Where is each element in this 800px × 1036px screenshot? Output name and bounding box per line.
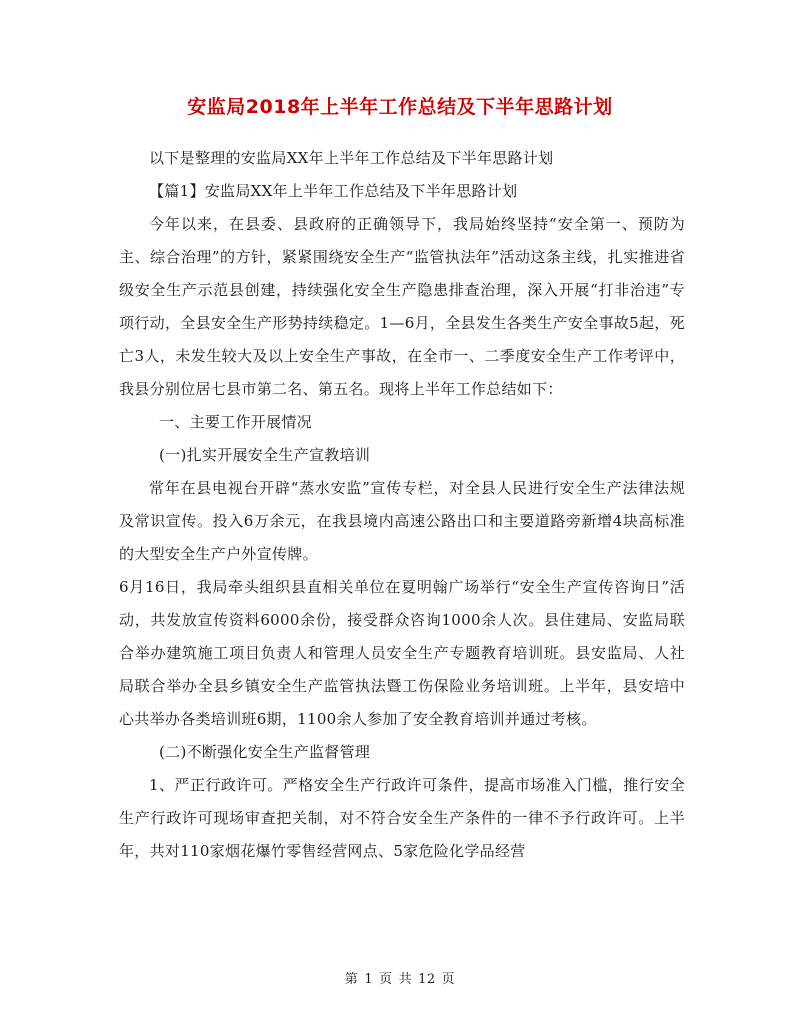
page-footer [0,968,800,987]
page-label-suffix: 页 [441,972,456,987]
subsection-heading: (二)不断强化安全生产监督管理 [159,743,371,761]
page-label-prefix: 第 [344,972,359,987]
document-title: 安监局2018年上半年工作总结及下半年思路计划 [187,96,613,118]
body-paragraph: 今年以来，在县委、县政府的正确领导下，我局始终坚持“安全第一、预防为主、综合治理”的方针，紧紧围绕安全生产“监管执法年”活动这条主线，扎实推进省级安全生产示范县创建，持续强化安全生产隐患排查治理，深入开展“打非治违”专项行动，全县安全生产形势持续稳定。1—6月，全县发生各类生产安全事故5起，死亡3人，未发生较大及以上安全生产事故，在全市一、二季度安全生产工作考评中，我县分别位居七县市第二名、第五名。现将上半年工作总结如下： [119,215,685,398]
page-number-total: 12 [418,972,436,987]
section-heading-article: 【篇1】安监局XX年上半年工作总结及下半年思路计划 [149,182,518,200]
body-paragraph: 1、严正行政许可。严格安全生产行政许可条件，提高市场准入门槛，推行安全生产行政许可现场审查把关制，对不符合安全生产条件的一律不予行政许可。上半年，共对110家烟花爆竹零售经营网点、5家危险化学品经营 [119,776,685,860]
body-paragraph: 6月16日，我局牵头组织县直相关单位在夏明翰广场举行“安全生产宣传咨询日”活动，共发放宣传资料6000余份，接受群众咨询1000余人次。县住建局、安监局联合举办建筑施工项目负责人和管理人员安全生产专题教育培训班。县安监局、人社局联合举办全县乡镇安全生产监管执法暨工伤保险业务培训班。上半年，县安培中心共举办各类培训班6期，1100余人参加了安全教育培训并通过考核。 [119,578,685,728]
intro-paragraph: 以下是整理的安监局XX年上半年工作总结及下半年思路计划 [149,149,554,167]
section-heading: 一、主要工作开展情况 [159,413,313,431]
body-paragraph: 常年在县电视台开辟“蒸水安监”宣传专栏，对全县人民进行安全生产法律法规及常识宣传。投入6万余元，在我县境内高速公路出口和主要道路旁新增4块高标准的大型安全生产户外宣传牌。 [119,479,685,563]
page-total-prefix: 共 [398,972,413,987]
page-label-mid: 页 [379,972,393,987]
subsection-heading: (一)扎实开展安全生产宣教培训 [159,446,371,464]
document-body [119,142,685,868]
page-number-current: 1 [364,972,374,987]
